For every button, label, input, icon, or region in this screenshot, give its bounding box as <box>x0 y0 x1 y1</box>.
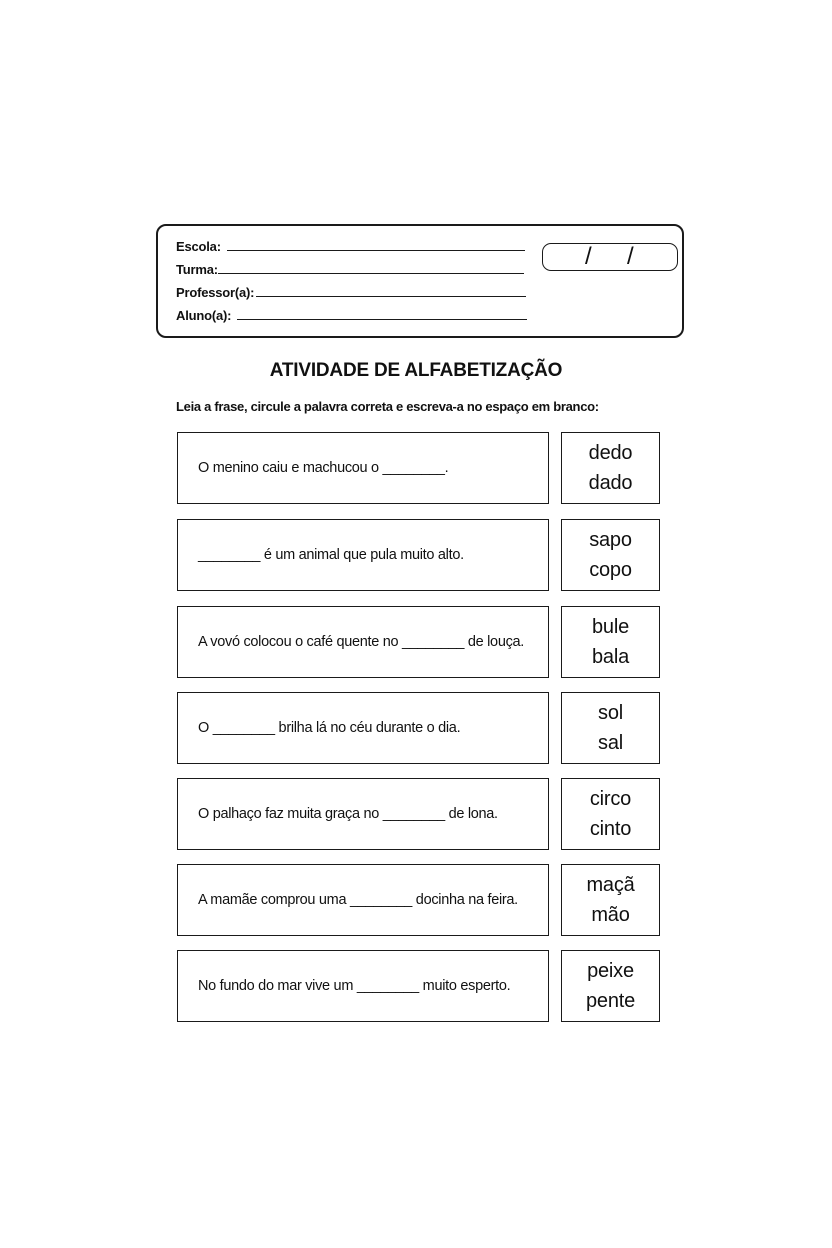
options-box <box>561 692 660 764</box>
sentence-text: O menino caiu e machucou o ________. <box>198 460 449 476</box>
option-word[interactable]: maçã <box>586 874 635 896</box>
option-word[interactable]: mão <box>591 904 630 926</box>
class-field <box>176 262 524 277</box>
sentence-text: A mamãe comprou uma ________ docinha na feira. <box>198 892 518 908</box>
option-word[interactable]: peixe <box>587 960 634 982</box>
date-box[interactable] <box>542 243 678 271</box>
student-info-box <box>156 224 684 338</box>
class-input-line[interactable] <box>218 273 524 274</box>
exercise-row-6 <box>177 864 660 936</box>
sentence-box[interactable] <box>177 692 549 764</box>
option-word[interactable]: pente <box>585 990 636 1012</box>
date-separator-2: / <box>627 243 634 270</box>
sentence-box[interactable] <box>177 519 549 591</box>
school-input-line[interactable] <box>227 250 525 251</box>
page-title: ATIVIDADE DE ALFABETIZAÇÃO <box>269 360 563 381</box>
option-word[interactable]: sol <box>598 702 623 724</box>
sentence-box[interactable] <box>177 432 549 504</box>
school-field <box>176 239 525 254</box>
student-field <box>176 308 527 323</box>
option-word[interactable]: sal <box>598 732 623 754</box>
option-word[interactable]: dedo <box>588 442 633 464</box>
options-box <box>561 432 660 504</box>
option-word[interactable]: circo <box>589 788 632 810</box>
instruction-text: Leia a frase, circule a palavra correta e escreva-a no espaço em branco: <box>176 399 599 414</box>
option-word[interactable]: dado <box>588 472 633 494</box>
teacher-field <box>176 285 526 300</box>
sentence-text: A vovó colocou o café quente no ________ de louça. <box>198 634 525 650</box>
option-word[interactable]: sapo <box>589 529 632 551</box>
options-box <box>561 519 660 591</box>
school-label: Escola: <box>176 239 221 254</box>
exercise-row-5 <box>177 778 660 850</box>
options-box <box>561 950 660 1022</box>
exercise-row-2 <box>177 519 660 591</box>
option-word[interactable]: copo <box>589 559 632 581</box>
option-word[interactable]: bule <box>591 616 629 638</box>
student-input-line[interactable] <box>237 319 527 320</box>
option-word[interactable]: cinto <box>589 818 632 840</box>
date-separator-1: / <box>585 243 592 270</box>
sentence-text: ________ é um animal que pula muito alto. <box>198 547 464 563</box>
sentence-box[interactable] <box>177 950 549 1022</box>
student-label: Aluno(a): <box>176 308 232 323</box>
sentence-box[interactable] <box>177 606 549 678</box>
teacher-label: Professor(a): <box>176 285 255 300</box>
sentence-text: O palhaço faz muita graça no ________ de lona. <box>198 806 498 822</box>
options-box <box>561 606 660 678</box>
exercise-row-3 <box>177 606 660 678</box>
class-label: Turma: <box>176 262 218 277</box>
sentence-text: O ________ brilha lá no céu durante o dia. <box>198 720 461 736</box>
sentence-box[interactable] <box>177 778 549 850</box>
options-box <box>561 864 660 936</box>
sentence-text: No fundo do mar vive um ________ muito esperto. <box>198 978 511 994</box>
option-word[interactable]: bala <box>591 646 629 668</box>
sentence-box[interactable] <box>177 864 549 936</box>
options-box <box>561 778 660 850</box>
exercise-row-1 <box>177 432 660 504</box>
teacher-input-line[interactable] <box>256 296 526 297</box>
exercise-row-7 <box>177 950 660 1022</box>
exercise-row-4 <box>177 692 660 764</box>
